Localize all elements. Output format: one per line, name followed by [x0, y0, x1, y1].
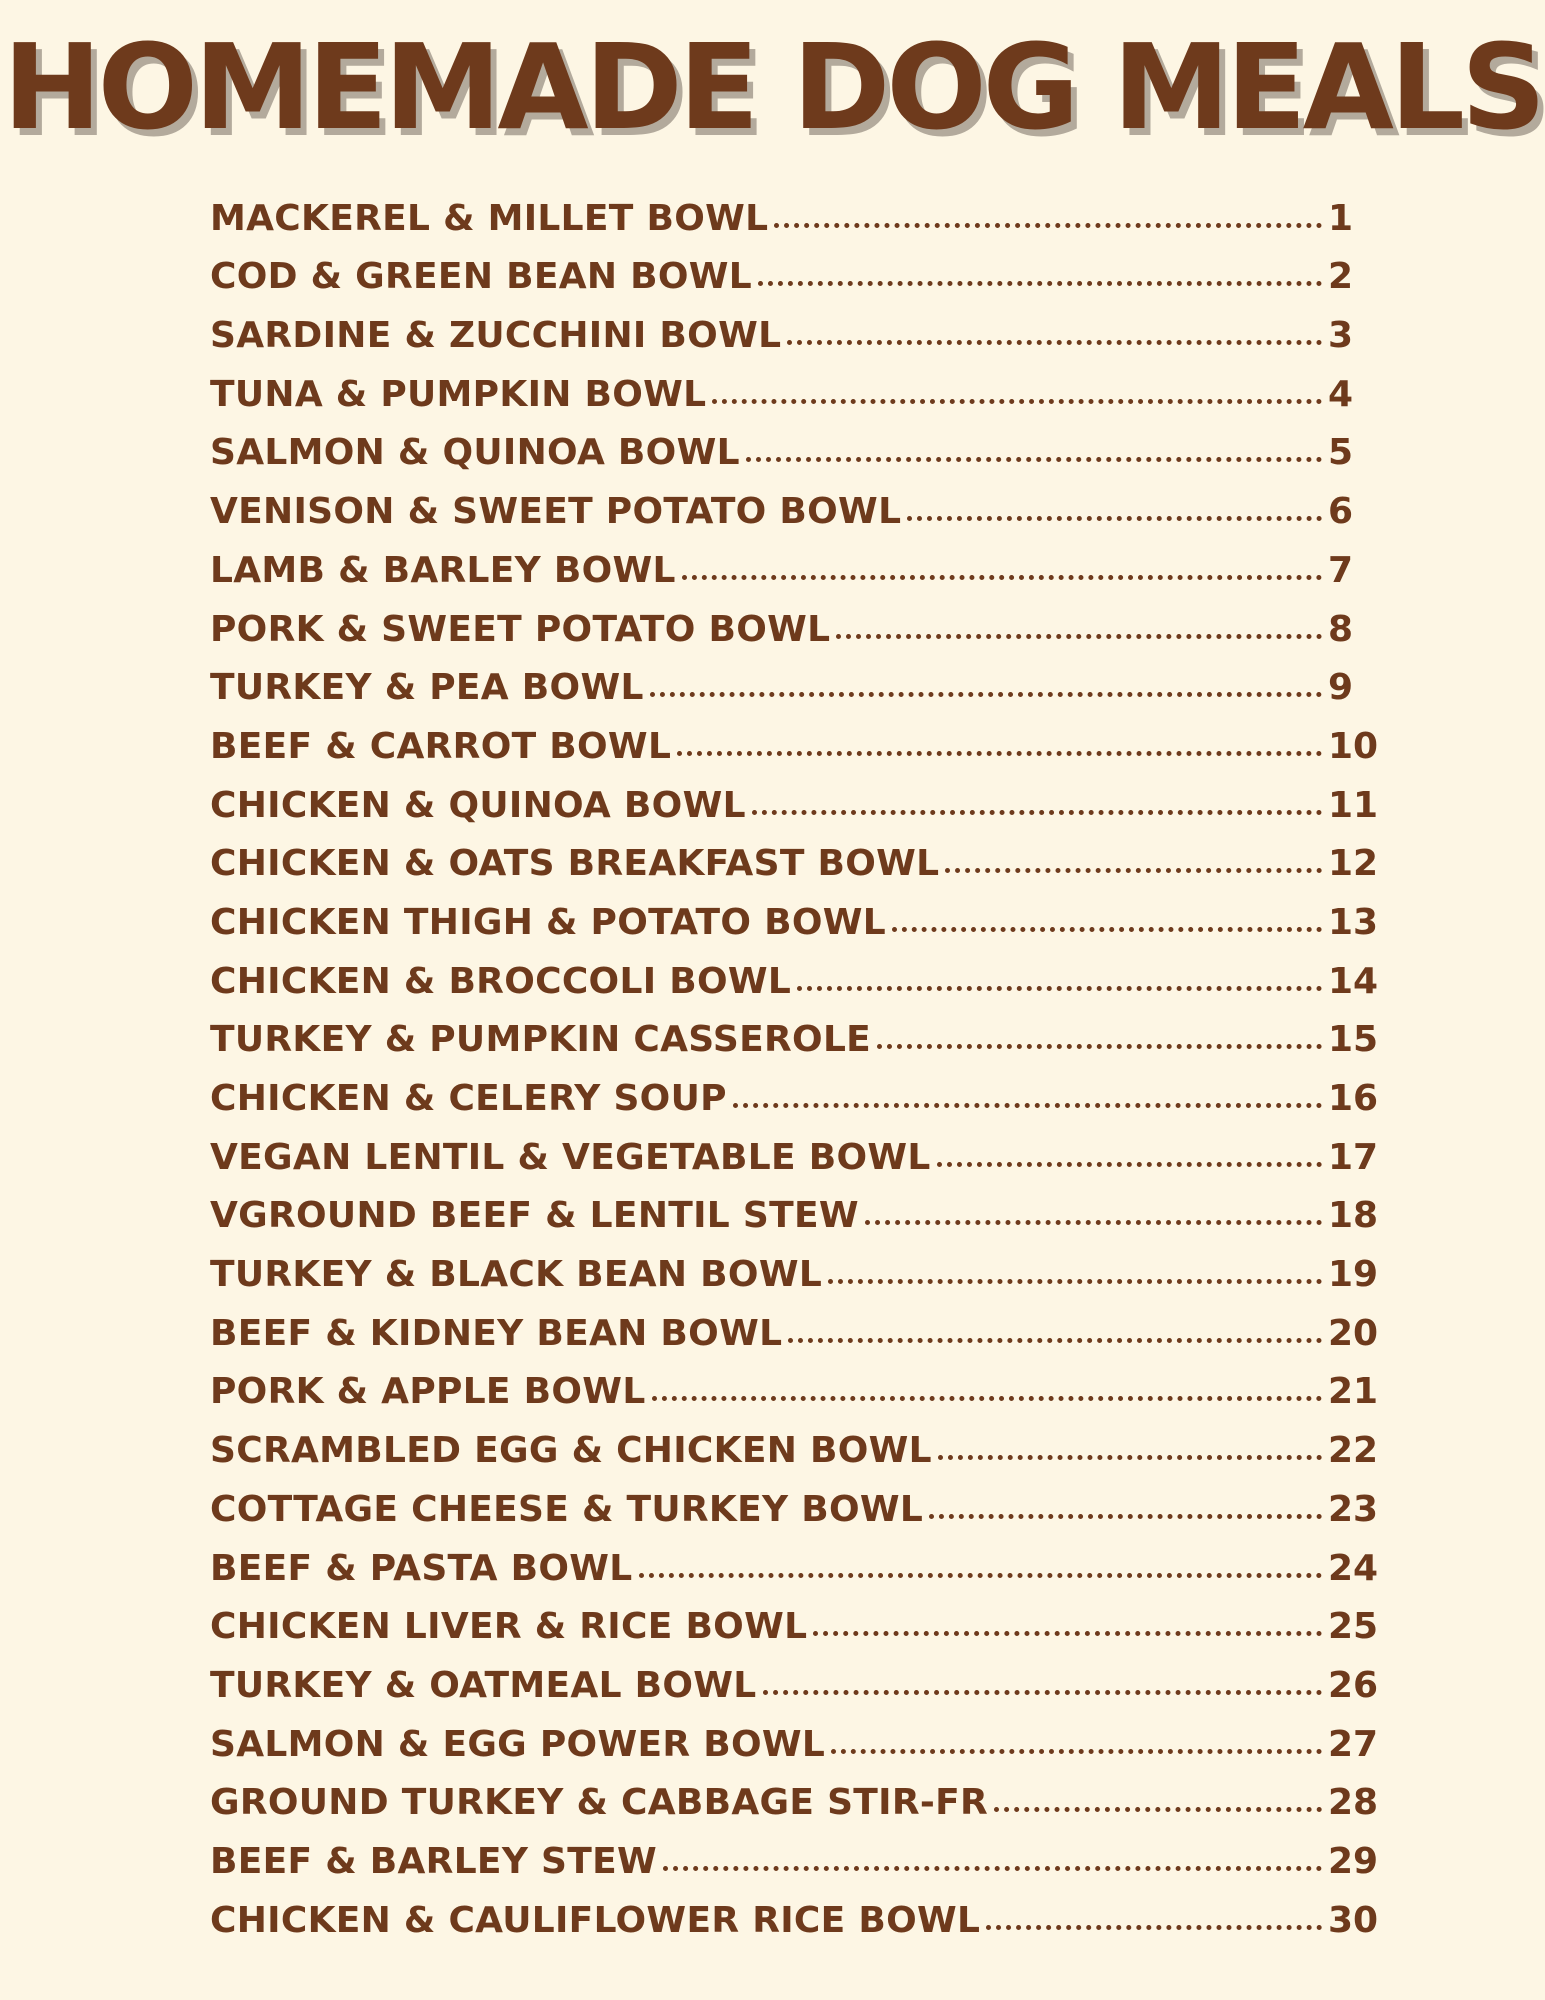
toc-entry-page-number: 9 [1328, 667, 1354, 709]
toc-entry-page-number: 7 [1328, 549, 1354, 591]
toc-entry-page-number: 18 [1328, 1195, 1379, 1237]
toc-entry-title: TURKEY & OATMEAL BOWL [210, 1664, 757, 1706]
toc-entry-title: GROUND TURKEY & CABBAGE STIR-FR [210, 1782, 989, 1824]
dot-leader [929, 1514, 1322, 1519]
toc-entry-title: TURKEY & PUMPKIN CASSEROLE [210, 1019, 872, 1061]
dot-leader [836, 634, 1322, 639]
toc-entry-title: BEEF & PASTA BOWL [210, 1547, 633, 1589]
toc-entry-page-number: 15 [1328, 1019, 1379, 1061]
toc-entry-title: VEGAN LENTIL & VEGETABLE BOWL [210, 1136, 931, 1178]
toc-entry[interactable] [210, 471, 1380, 533]
dot-leader [639, 1573, 1323, 1578]
dot-leader [813, 1631, 1322, 1636]
toc-entry-page-number: 2 [1328, 256, 1354, 298]
toc-entry[interactable] [210, 1821, 1380, 1880]
toc-entry[interactable] [210, 1880, 1380, 1939]
toc-entry[interactable] [210, 1000, 1380, 1059]
dot-leader [746, 457, 1322, 462]
dot-leader [945, 868, 1322, 873]
toc-entry-title: VENISON & SWEET POTATO BOWL [210, 491, 902, 533]
toc-entry-page-number: 26 [1328, 1664, 1379, 1706]
toc-entry[interactable] [210, 706, 1380, 765]
toc-entry-title: COD & GREEN BEAN BOWL [210, 256, 753, 298]
toc-entry-title: MACKEREL & MILLET BOWL [210, 197, 769, 239]
toc-entry[interactable] [210, 178, 1380, 237]
toc-entry-page-number: 21 [1328, 1371, 1379, 1413]
toc-entry[interactable] [210, 1234, 1380, 1296]
dot-leader [763, 1690, 1322, 1695]
dot-leader [831, 1749, 1322, 1754]
toc-entry[interactable] [210, 882, 1380, 941]
toc-entry-title: TUNA & PUMPKIN BOWL [210, 373, 707, 415]
dot-leader [733, 1103, 1322, 1108]
dot-leader [752, 810, 1322, 815]
toc-entry[interactable] [210, 941, 1380, 1000]
toc-entry-page-number: 13 [1328, 901, 1379, 943]
toc-entry-title: BEEF & KIDNEY BEAN BOWL [210, 1312, 783, 1354]
dot-leader [797, 986, 1322, 991]
toc-entry-title: SALMON & QUINOA BOWL [210, 432, 740, 474]
toc-entry[interactable] [210, 1587, 1380, 1646]
toc-entry-title: CHICKEN & QUINOA BOWL [210, 784, 746, 826]
toc-entry-title: PORK & APPLE BOWL [210, 1371, 646, 1413]
toc-entry-page-number: 29 [1328, 1840, 1379, 1882]
dot-leader [758, 281, 1322, 286]
toc-entry[interactable] [210, 1176, 1380, 1235]
toc-entry-page-number: 14 [1328, 960, 1379, 1002]
toc-entry-page-number: 4 [1328, 373, 1354, 415]
toc-entry-title: COTTAGE CHEESE & TURKEY BOWL [210, 1488, 924, 1530]
dot-leader [677, 751, 1322, 756]
dot-leader [907, 516, 1322, 521]
toc-entry-page-number: 28 [1328, 1782, 1379, 1824]
toc-entry-page-number: 20 [1328, 1312, 1379, 1354]
table-of-contents [210, 178, 1380, 1939]
toc-entry-page-number: 5 [1328, 432, 1354, 474]
toc-entry[interactable] [210, 1469, 1380, 1528]
page-title: HOMEMADE DOG MEALS [2, 18, 1543, 156]
toc-entry-page-number: 3 [1328, 315, 1354, 357]
toc-entry-page-number: 6 [1328, 491, 1354, 533]
dot-leader [788, 1338, 1322, 1343]
toc-entry-title: SALMON & EGG POWER BOWL [210, 1723, 826, 1765]
toc-entry-title: TURKEY & PEA BOWL [210, 667, 644, 709]
toc-entry-title: LAMB & BARLEY BOWL [210, 549, 676, 591]
toc-entry-title: BEEF & BARLEY STEW [210, 1840, 658, 1882]
toc-entry-page-number: 12 [1328, 843, 1379, 885]
dot-leader [937, 1162, 1322, 1167]
dot-leader [663, 1866, 1322, 1871]
toc-entry-page-number: 24 [1328, 1547, 1379, 1589]
toc-entry[interactable] [210, 530, 1380, 589]
toc-entry-page-number: 11 [1328, 784, 1379, 826]
toc-entry-page-number: 8 [1328, 608, 1354, 650]
toc-entry-page-number: 23 [1328, 1488, 1379, 1530]
dot-leader [787, 340, 1322, 345]
toc-entry-title: PORK & SWEET POTATO BOWL [210, 608, 831, 650]
toc-entry[interactable] [210, 1352, 1380, 1411]
dot-leader [892, 927, 1322, 932]
dot-leader [986, 1925, 1322, 1930]
toc-entry-title: CHICKEN & CELERY SOUP [210, 1078, 727, 1119]
toc-entry-page-number: 30 [1328, 1899, 1379, 1941]
toc-entry[interactable] [210, 354, 1380, 413]
toc-entry[interactable] [210, 1645, 1380, 1704]
toc-entry[interactable] [210, 648, 1380, 707]
toc-entry-title: BEEF & CARROT BOWL [210, 725, 672, 767]
dot-leader [865, 1220, 1322, 1225]
toc-entry[interactable] [210, 1117, 1380, 1176]
dot-leader [994, 1807, 1322, 1812]
toc-entry-page-number: 16 [1328, 1078, 1379, 1119]
toc-entry[interactable] [210, 1763, 1380, 1822]
toc-entry-page-number: 27 [1328, 1723, 1379, 1765]
toc-entry[interactable] [210, 1293, 1380, 1352]
toc-entry-title: VGROUND BEEF & LENTIL STEW [210, 1195, 859, 1237]
toc-entry-title: TURKEY & BLACK BEAN BOWL [210, 1254, 823, 1296]
dot-leader [938, 1455, 1322, 1460]
toc-entry[interactable] [210, 237, 1380, 296]
toc-entry-title: CHICKEN & BROCCOLI BOWL [210, 960, 792, 1002]
toc-entry-title: SCRAMBLED EGG & CHICKEN BOWL [210, 1430, 932, 1472]
dot-leader [650, 692, 1322, 697]
toc-entry[interactable] [210, 765, 1380, 824]
toc-entry[interactable] [210, 295, 1380, 357]
dot-leader [712, 399, 1322, 404]
toc-entry[interactable] [210, 1058, 1380, 1117]
toc-entry-page-number: 17 [1328, 1136, 1379, 1178]
dot-leader [774, 223, 1322, 228]
toc-entry-page-number: 1 [1328, 197, 1354, 239]
toc-entry[interactable] [210, 824, 1380, 883]
toc-entry[interactable] [210, 413, 1380, 472]
toc-entry-page-number: 19 [1328, 1254, 1379, 1296]
dot-leader [682, 575, 1322, 580]
toc-entry-title: CHICKEN THIGH & POTATO BOWL [210, 901, 887, 943]
toc-entry-title: CHICKEN & OATS BREAKFAST BOWL [210, 843, 940, 885]
dot-leader [828, 1279, 1322, 1284]
toc-entry-title: CHICKEN LIVER & RICE BOWL [210, 1606, 808, 1648]
toc-entry[interactable] [210, 1528, 1380, 1587]
toc-entry[interactable] [210, 589, 1380, 648]
toc-entry-title: SARDINE & ZUCCHINI BOWL [210, 315, 782, 357]
toc-entry-page-number: 22 [1328, 1430, 1379, 1472]
toc-entry[interactable] [210, 1704, 1380, 1763]
toc-entry-title: CHICKEN & CAULIFLOWER RICE BOWL [210, 1899, 981, 1941]
dot-leader [877, 1044, 1322, 1049]
toc-entry[interactable] [210, 1410, 1380, 1472]
dot-leader [652, 1396, 1322, 1401]
toc-entry-page-number: 10 [1328, 725, 1379, 767]
toc-entry-page-number: 25 [1328, 1606, 1379, 1648]
